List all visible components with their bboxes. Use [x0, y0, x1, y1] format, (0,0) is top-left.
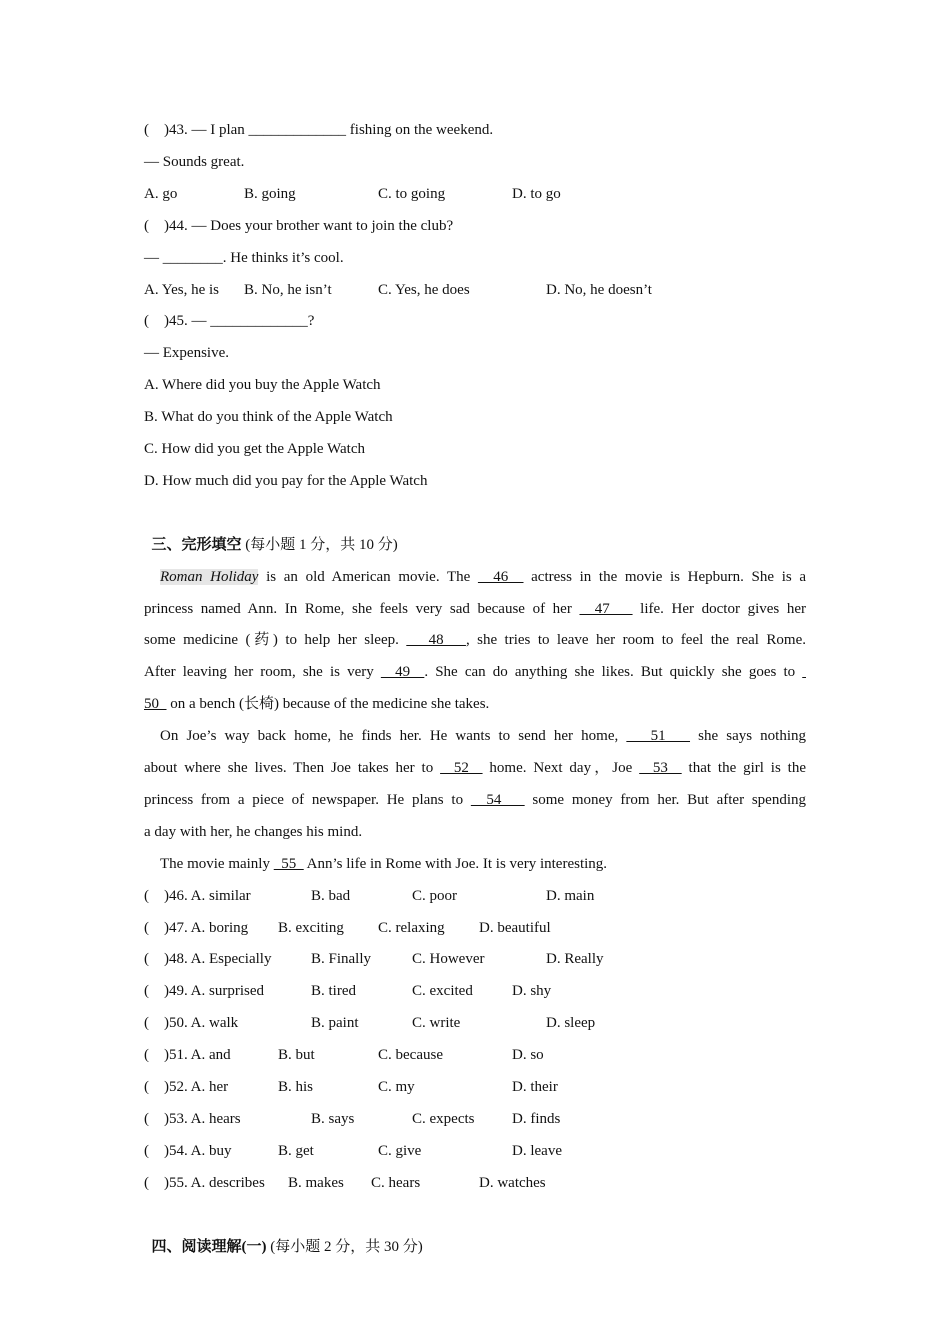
passage-text: , she tries to leave her room to feel the real Rome.: [465, 632, 806, 649]
options-row: [144, 880, 844, 912]
option-d: D. shy: [512, 983, 552, 1000]
option-d: D. No, he doesn’t: [546, 281, 652, 298]
passage-text: princess from a piece of newspaper. He plans to: [144, 791, 471, 808]
options-row: [144, 1103, 844, 1135]
passage-text: The movie mainly: [160, 855, 274, 872]
option-a: ( )49. A. surprised: [144, 983, 264, 1000]
section-title: 四、阅读理解(一): [151, 1238, 267, 1255]
answer-blank: 51: [626, 728, 691, 745]
options-row: [144, 1135, 844, 1167]
passage-line: [144, 848, 806, 880]
option-a: ( )48. A. Especially: [144, 951, 272, 968]
options-row: [144, 912, 844, 944]
option-d: D. beautiful: [479, 919, 551, 936]
passage-line: [144, 720, 806, 752]
passage-text: a day with her, he changes his mind.: [144, 823, 363, 840]
question-line: C. How did you get the Apple Watch: [144, 441, 365, 457]
movie-title: Roman Holiday: [160, 568, 259, 585]
option-d: D. finds: [512, 1110, 561, 1127]
option-c: C. hears: [371, 1174, 421, 1191]
question-line: ( )45. — _____________?: [144, 313, 315, 330]
passage-line: [144, 593, 806, 625]
option-a: ( )55. A. describes: [144, 1174, 265, 1191]
passage-text: she says nothing: [690, 728, 807, 745]
passage-line: [144, 561, 806, 593]
option-b: B. exciting: [278, 919, 344, 936]
passage-text: Ann’s life in Rome with Joe. It is very interesting.: [303, 855, 608, 872]
option-c: C. excited: [412, 983, 473, 1000]
option-a: ( )50. A. walk: [144, 1015, 239, 1032]
answer-blank: 53: [639, 760, 682, 776]
option-b: B. get: [278, 1142, 314, 1159]
options-row: [144, 1039, 844, 1071]
passage-line: [144, 752, 806, 784]
option-c: C. to going: [378, 185, 446, 202]
question-line: B. What do you think of the Apple Watch: [144, 409, 393, 426]
passage-text: . She can do anything she likes. But quickly she goes to: [424, 664, 803, 681]
passage-text: that the girl is the: [681, 760, 807, 776]
question-line: D. How much did you pay for the Apple Watch: [144, 472, 428, 489]
option-b: B. tired: [311, 983, 356, 1000]
option-b: B. Finally: [311, 951, 372, 968]
option-c: C. relaxing: [378, 919, 445, 936]
option-c: C. poor: [412, 887, 457, 904]
answer-blank: 55: [273, 855, 304, 872]
option-a: ( )53. A. hears: [144, 1110, 241, 1127]
section-4-heading: [144, 1199, 423, 1255]
question-line: ( )44. — Does your brother want to join the club?: [144, 217, 454, 234]
question-line: A. Where did you buy the Apple Watch: [144, 377, 381, 394]
options-row: [144, 1167, 844, 1199]
option-a: ( )47. A. boring: [144, 919, 249, 936]
option-d: D. main: [546, 887, 595, 904]
option-c: C. write: [412, 1015, 461, 1032]
section-note: (每小题 1 分，共 10 分): [241, 536, 398, 553]
options-row: [144, 943, 844, 975]
option-a: A. Yes, he is: [144, 281, 220, 298]
answer-blank: 47: [579, 600, 633, 617]
passage-text: home. Next day，Joe: [482, 760, 640, 776]
passage-text: On Joe’s way back home, he finds her. He wants to send her home,: [160, 728, 627, 745]
passage-line: [144, 656, 806, 688]
passage-text: some money from her. But after spending: [524, 791, 807, 808]
answer-blank: 49: [380, 664, 425, 681]
option-b: B. makes: [288, 1174, 344, 1191]
passage-text: is an old American movie. The: [258, 568, 478, 585]
answer-blank: 50: [144, 696, 167, 713]
passage-line: [144, 688, 806, 720]
passage-text: actress in the movie is Hepburn. She is a: [523, 568, 806, 585]
option-b: B. No, he isn’t: [244, 281, 332, 298]
question-line: ( )43. — I plan _____________ fishing on the weekend.: [144, 122, 494, 138]
passage-text: on a bench (长椅) because of the medicine she takes.: [166, 696, 490, 713]
passage-text: princess named Ann. In Rome, she feels very sad because of her: [144, 600, 580, 617]
answer-blank: 54: [470, 791, 525, 808]
section-title: 三、完形填空: [151, 536, 242, 553]
answer-blank: 52: [440, 760, 483, 776]
option-c: C. because: [378, 1047, 443, 1064]
option-d: D. sleep: [546, 1015, 596, 1032]
option-b: B. but: [278, 1047, 315, 1064]
answer-blank: [802, 664, 806, 680]
option-d: D. watches: [479, 1174, 546, 1191]
option-c: C. give: [378, 1142, 422, 1159]
passage-line: [144, 816, 806, 848]
option-b: B. paint: [311, 1015, 359, 1032]
passage-line: [144, 784, 806, 816]
passage-text: about where she lives. Then Joe takes her to: [144, 760, 441, 776]
option-b: B. his: [278, 1079, 314, 1095]
option-c: C. expects: [412, 1110, 475, 1127]
question-line: — ________. He thinks it’s cool.: [144, 249, 344, 266]
option-b: B. bad: [311, 887, 351, 904]
options-row: [144, 1007, 844, 1039]
option-a: ( )54. A. buy: [144, 1142, 232, 1159]
answer-blank: 46: [477, 568, 524, 585]
option-c: C. However: [412, 951, 485, 968]
option-c: C. my: [378, 1079, 415, 1095]
option-c: C. Yes, he does: [378, 281, 470, 298]
option-d: D. leave: [512, 1142, 562, 1159]
passage-text: After leaving her room, she is very: [144, 664, 381, 681]
options-row: [144, 975, 844, 1007]
option-a: ( )52. A. her: [144, 1079, 229, 1095]
question-line: — Expensive.: [144, 345, 229, 362]
option-a: A. go: [144, 185, 178, 202]
option-d: D. to go: [512, 185, 561, 202]
option-d: D. Really: [546, 951, 604, 968]
option-a: ( )46. A. similar: [144, 887, 251, 904]
question-line: — Sounds great.: [144, 153, 245, 170]
option-b: B. says: [311, 1110, 355, 1127]
passage-text: some medicine (药) to help her sleep.: [144, 632, 407, 649]
section-3-heading: [144, 497, 398, 553]
option-b: B. going: [244, 185, 296, 202]
options-row: [144, 178, 844, 210]
section-note: (每小题 2 分，共 30 分): [266, 1238, 423, 1255]
option-d: D. their: [512, 1079, 558, 1095]
answer-blank: 48: [406, 632, 466, 649]
passage-line: [144, 624, 806, 656]
option-d: D. so: [512, 1047, 544, 1064]
passage-text: life. Her doctor gives her: [632, 600, 807, 617]
options-row: [144, 1071, 844, 1103]
option-a: ( )51. A. and: [144, 1047, 231, 1064]
options-row: [144, 274, 844, 306]
